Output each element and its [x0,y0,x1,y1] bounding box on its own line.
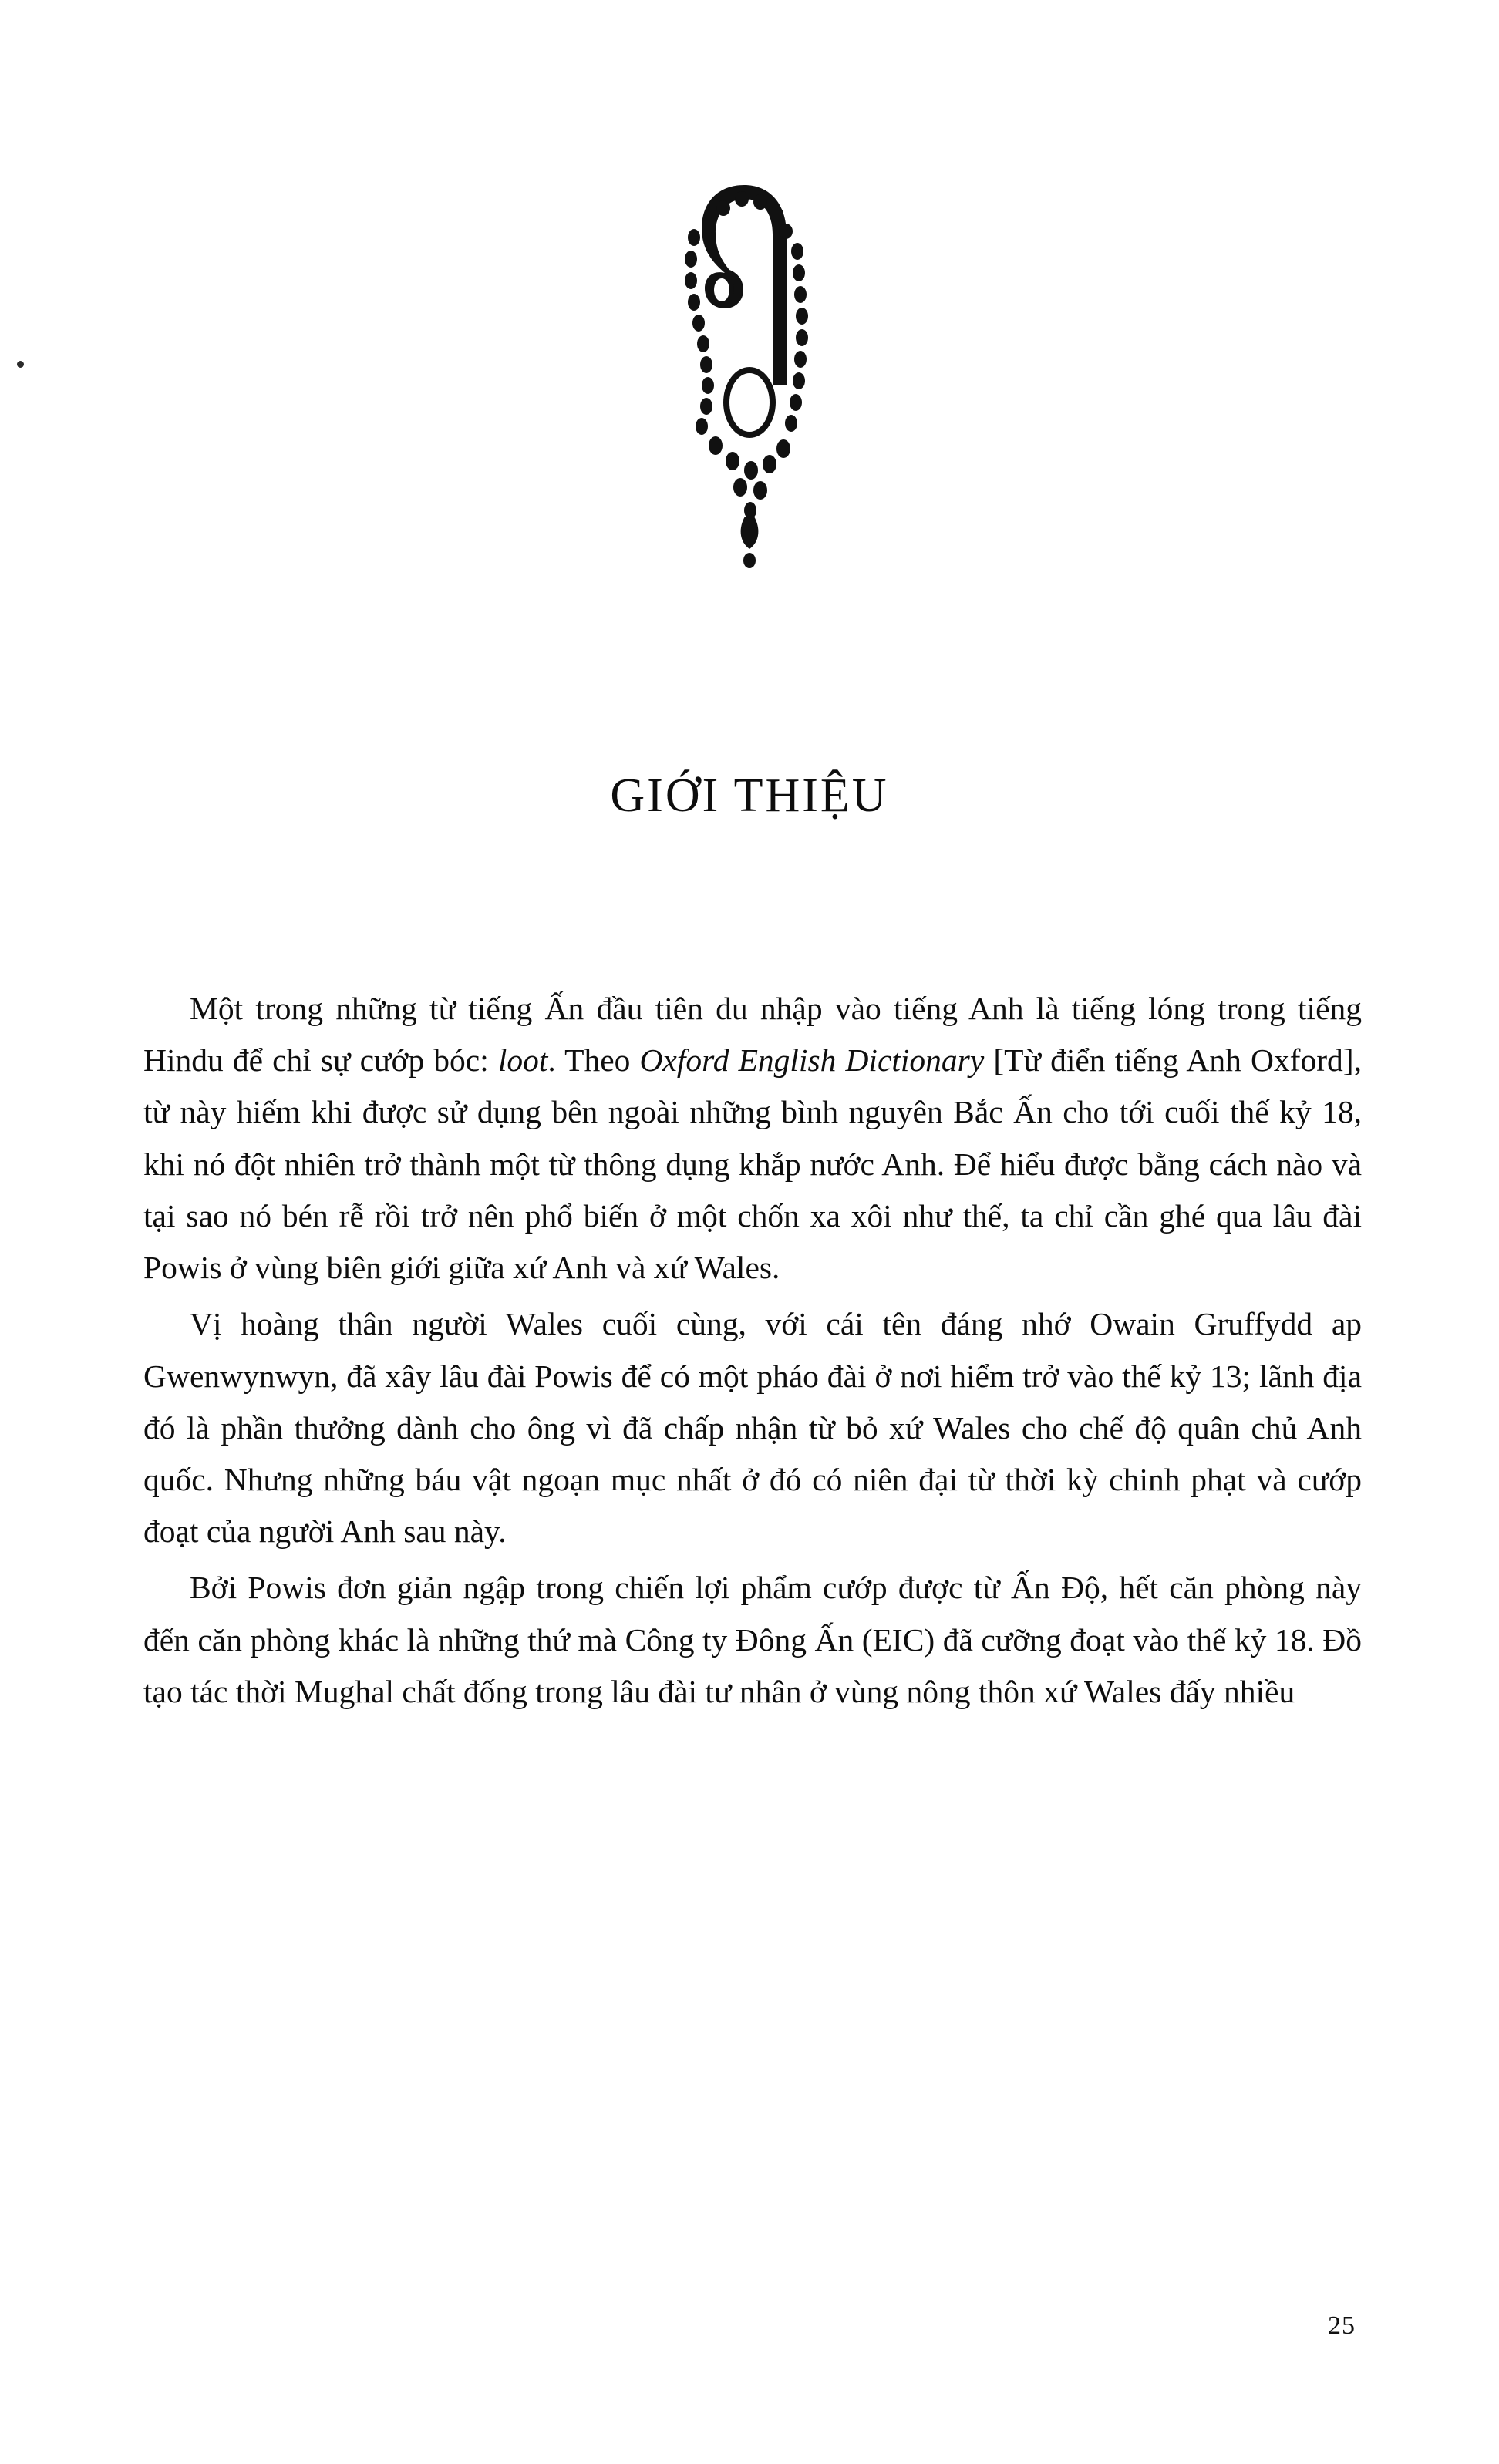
paragraph-2 [143,1298,1362,1557]
text-run: Vị hoàng thân người Wales cuối cùng, với cái tên đáng nhớ Owain Gruffydd ap Gwenwynwyn, đã xây lâu đài Powis để có một pháo đài ở nơi hiểm trở vào thế kỷ 13; lãnh địa đó là phần thưởng dành cho ông vì đã chấp nhận từ bỏ xứ Wales cho chế độ quân chủ Anh quốc. Nhưng những báu vật ngoạn mục nhất ở đó có niên đại từ thời kỳ chinh phạt và cướp đoạt của người Anh sau này. [143,1306,1362,1550]
italic-phrase: Oxford English Dictionary [639,1042,985,1079]
text-run: . Theo [547,1042,640,1079]
italic-phrase: loot [497,1042,548,1079]
paragraph-3 [143,1562,1362,1718]
body-text-column [143,983,1362,1722]
paisley-ornament [0,154,1499,586]
page-number: 25 [1328,2311,1356,2340]
chapter-title: GIỚI THIỆU [610,769,889,822]
text-run: Bởi Powis đơn giản ngập trong chiến lợi phẩm cướp được từ Ấn Độ, hết căn phòng này đến căn phòng khác là những thứ mà Công ty Đông Ấn (EIC) đã cưỡng đoạt vào thế kỷ 18. Đồ tạo tác thời Mughal chất đống trong lâu đài tư nhân ở vùng nông thôn xứ Wales đấy nhiều [143,1570,1362,1709]
text-run: Một trong những từ tiếng Ấn đầu tiên du nhập vào tiếng Anh là tiếng lóng trong tiếng Hindu để chỉ sự cướp bóc: [143,991,1362,1079]
text-run: [Từ điển tiếng Anh Oxford], từ này hiếm khi được sử dụng bên ngoài những bình nguyên Bắc Ấn cho tới cuối thế kỷ 18, khi nó đột nhiên trở thành một từ thông dụng khắp nước Anh. Để hiểu được bằng cách nào và tại sao nó bén rễ rồi trở nên phổ biến ở một chốn xa xôi như thế, ta chỉ cần ghé qua lâu đài Powis ở vùng biên giới giữa xứ Anh và xứ Wales. [143,1042,1363,1286]
paragraph-1 [143,983,1362,1294]
